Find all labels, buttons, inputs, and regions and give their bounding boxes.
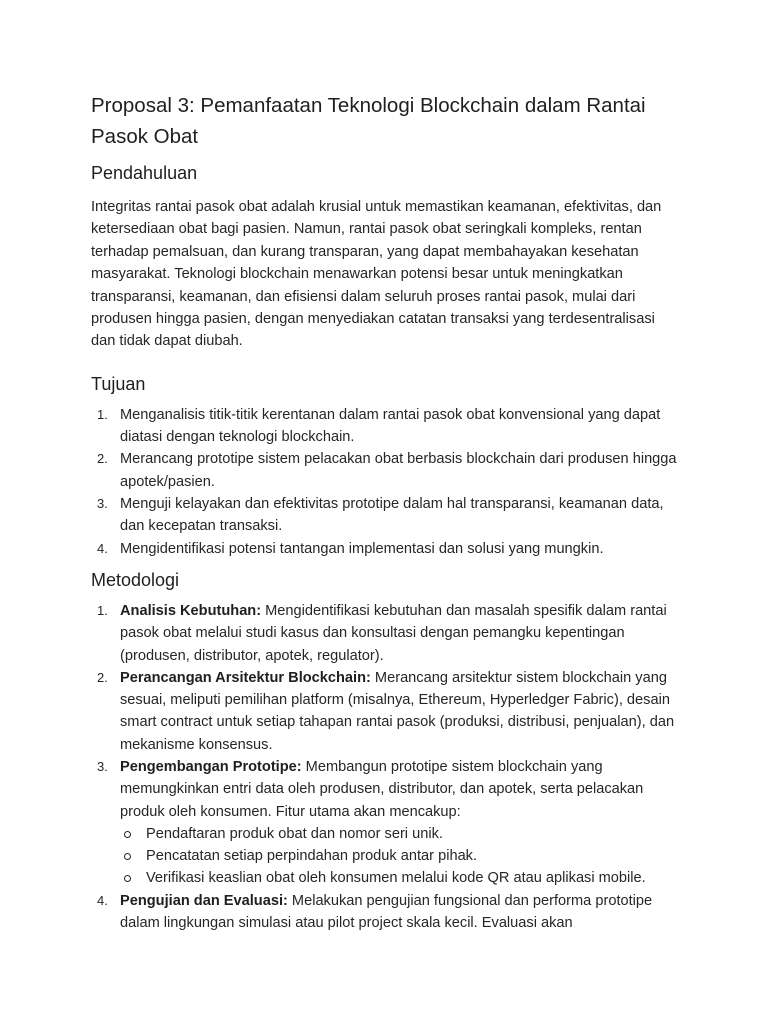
list-item-text: Membangun prototipe sistem blockchain yang memungkinkan entri data oleh produsen, distributor, dan apotek, serta pelacakan produk oleh konsumen. Fitur utama akan mencakup: xyxy=(120,759,644,820)
list-number: 1. xyxy=(97,406,108,422)
sub-list-item xyxy=(120,867,681,889)
list-item xyxy=(91,538,681,560)
list-number: 3. xyxy=(97,496,108,512)
goals-list xyxy=(91,404,681,560)
list-item-text: Merancang arsitektur sistem blockchain yang sesuai, meliputi pemilihan platform (misalnya, Ethereum, Hyperledger Fabric), desain smart contract untuk setiap tahapan rantai pasok (produksi, distribusi, penjualan), dan mekanisme konsensus. xyxy=(120,669,675,753)
sub-list-item xyxy=(120,845,681,867)
list-number: 2. xyxy=(97,451,108,467)
list-item xyxy=(91,667,681,756)
intro-paragraph: Integritas rantai pasok obat adalah krusial untuk memastikan keamanan, efektivitas, dan ketersediaan obat bagi pasien. Namun, rantai pasok obat seringkali kompleks, rentan terhadap pemalsuan, dan kurang transparan, yang dapat membahayakan kesehatan masyarakat. Teknologi blockchain menawarkan potensi besar untuk meningkatkan transparansi, keamanan, dan efisiensi dalam seluruh proses rantai pasok, mulai dari produsen hingga pasien, dengan menyediakan catatan transaksi yang terdesentralisasi dan tidak dapat diubah. xyxy=(91,199,662,350)
list-number: 2. xyxy=(97,669,108,685)
circle-bullet-icon xyxy=(124,853,131,860)
sub-list-item-text: Pendaftaran produk obat dan nomor seri unik. xyxy=(146,825,443,842)
sub-list-item-text: Pencatatan setiap perpindahan produk antar pihak. xyxy=(146,848,478,865)
list-item-text: Mengidentifikasi kebutuhan dan masalah spesifik dalam rantai pasok obat melalui studi kasus dan konsultasi dengan pemangku kepentingan (produsen, distributor, apotek, regulator). xyxy=(120,602,667,664)
list-item-text: Mengidentifikasi potensi tantangan implementasi dan solusi yang mungkin. xyxy=(120,540,604,557)
list-number: 1. xyxy=(97,602,108,618)
list-item xyxy=(91,600,681,667)
sub-list-item xyxy=(120,823,681,845)
list-item-label: Pengujian dan Evaluasi: xyxy=(120,892,288,909)
list-item-text: Menguji kelayakan dan efektivitas prototipe dalam hal transparansi, keamanan data, dan kecepatan transaksi. xyxy=(120,496,664,535)
list-item-label: Analisis Kebutuhan: xyxy=(120,602,262,619)
list-number: 4. xyxy=(97,892,108,908)
goals-heading: Tujuan xyxy=(91,373,146,394)
list-number: 4. xyxy=(97,540,108,556)
circle-bullet-icon xyxy=(124,831,131,838)
sub-list xyxy=(120,823,681,890)
list-item-label: Perancangan Arsitektur Blockchain: xyxy=(120,669,371,686)
list-item xyxy=(91,448,681,493)
circle-bullet-icon xyxy=(124,875,131,882)
list-item xyxy=(91,890,681,935)
list-item-text: Merancang prototipe sistem pelacakan obat berbasis blockchain dari produsen hingga apotek/pasien. xyxy=(120,451,677,490)
list-item-label: Pengembangan Prototipe: xyxy=(120,759,302,775)
list-item-text: Menganalisis titik-titik kerentanan dalam rantai pasok obat konvensional yang dapat diatasi dengan teknologi blockchain. xyxy=(120,406,661,446)
list-number: 3. xyxy=(97,759,108,774)
methods-list xyxy=(91,600,681,934)
list-item-text: Melakukan pengujian fungsional dan performa prototipe dalam lingkungan simulasi atau pilot project skala kecil. Evaluasi akan xyxy=(120,892,653,932)
methods-heading: Metodologi xyxy=(91,569,180,590)
document-title: Proposal 3: Pemanfaatan Teknologi Blockchain dalam Rantai Pasok Obat xyxy=(91,94,646,148)
document-page xyxy=(91,90,681,934)
list-item xyxy=(91,404,681,449)
list-item xyxy=(91,756,681,890)
sub-list-item-text: Verifikasi keaslian obat oleh konsumen melalui kode QR atau aplikasi mobile. xyxy=(146,870,646,887)
list-item xyxy=(91,493,681,538)
intro-heading: Pendahuluan xyxy=(91,163,198,183)
